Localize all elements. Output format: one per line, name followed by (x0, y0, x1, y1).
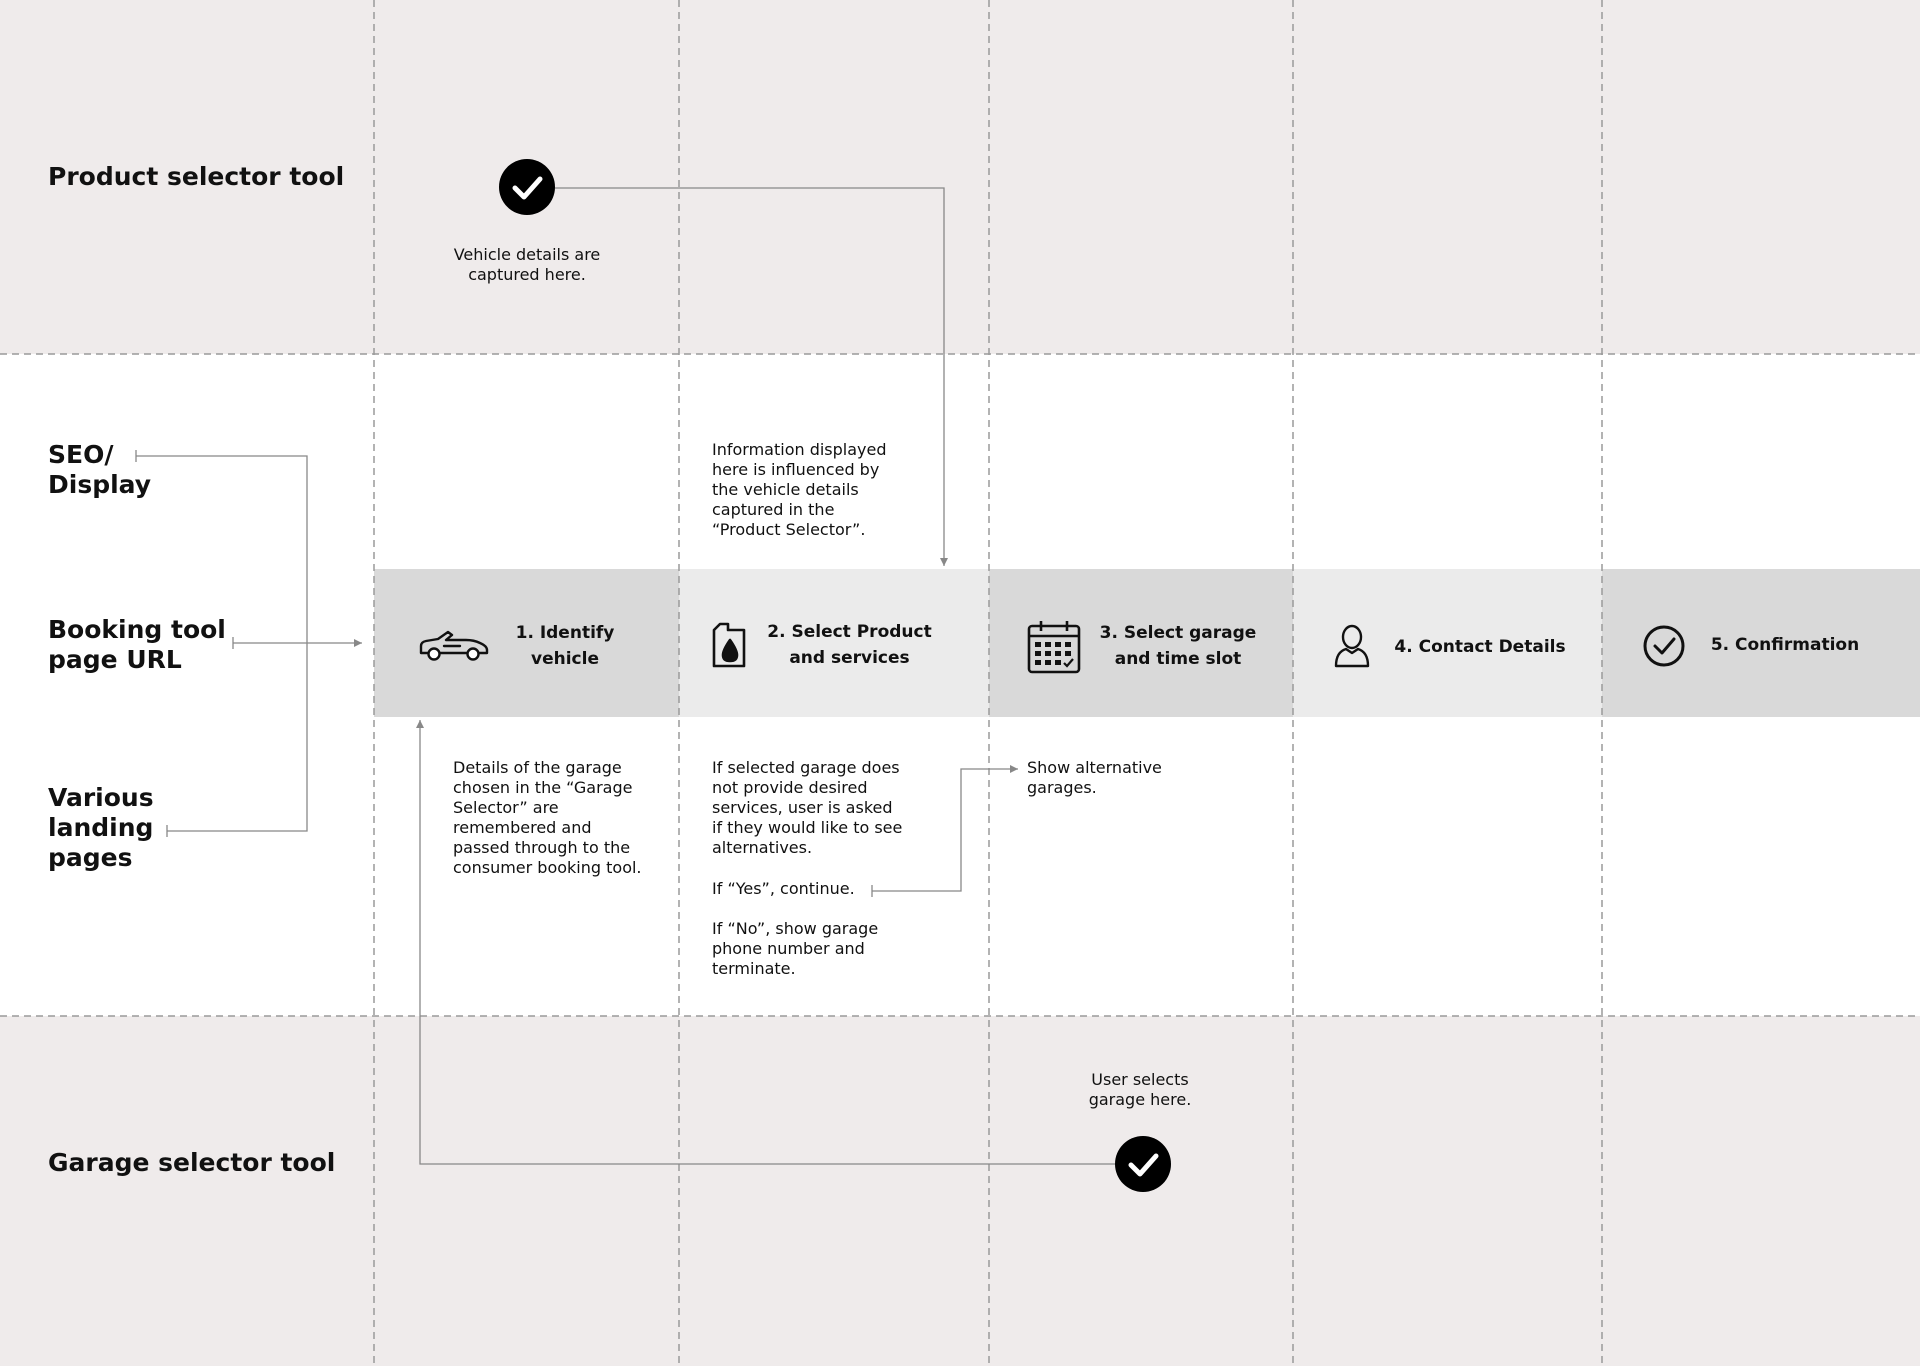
step-label-confirmation: 5. Confirmation (1710, 635, 1860, 655)
note-vehicle-captured: Vehicle details are captured here. (453, 245, 601, 284)
garage-selector-check-icon (1115, 1136, 1171, 1192)
step-label-select-garage: 3. Select garage and time slot (1099, 623, 1257, 669)
lane-label-seo-display: SEO/ Display (48, 440, 152, 499)
check-circle-icon (1642, 624, 1686, 668)
lane-label-product-selector: Product selector tool (48, 162, 345, 191)
step-label-contact-details: 4. Contact Details (1394, 637, 1566, 657)
note-if-no: If “No”, show garage phone number and terminate. (712, 919, 879, 978)
step-label-select-product: 2. Select Product and services (767, 622, 932, 668)
product-selector-check-icon (499, 159, 555, 215)
oil-bottle-icon (710, 620, 748, 668)
lane-label-landing-pages: Various landing pages (48, 783, 154, 872)
note-garage-details: Details of the garage chosen in the “Garage Selector” are remembered and passed through to the consumer booking tool. (453, 758, 642, 877)
note-show-alternative: Show alternative garages. (1027, 758, 1162, 797)
person-icon (1333, 624, 1371, 668)
note-if-yes: If “Yes”, continue. (712, 879, 855, 898)
note-garage-no-services: If selected garage does not provide desired services, user is asked if they would like to see alternatives. (712, 758, 903, 857)
note-user-selects: User selects garage here. (1088, 1070, 1192, 1109)
lane-label-garage-selector: Garage selector tool (48, 1148, 336, 1177)
car-icon (418, 627, 490, 663)
calendar-icon (1026, 619, 1082, 675)
step-label-identify-vehicle: 1. Identify vehicle (515, 623, 615, 669)
note-info-influenced: Information displayed here is influenced by the vehicle details captured in the “Product Selector”. (712, 440, 887, 539)
lane-label-booking-url: Booking tool page URL (48, 615, 226, 674)
